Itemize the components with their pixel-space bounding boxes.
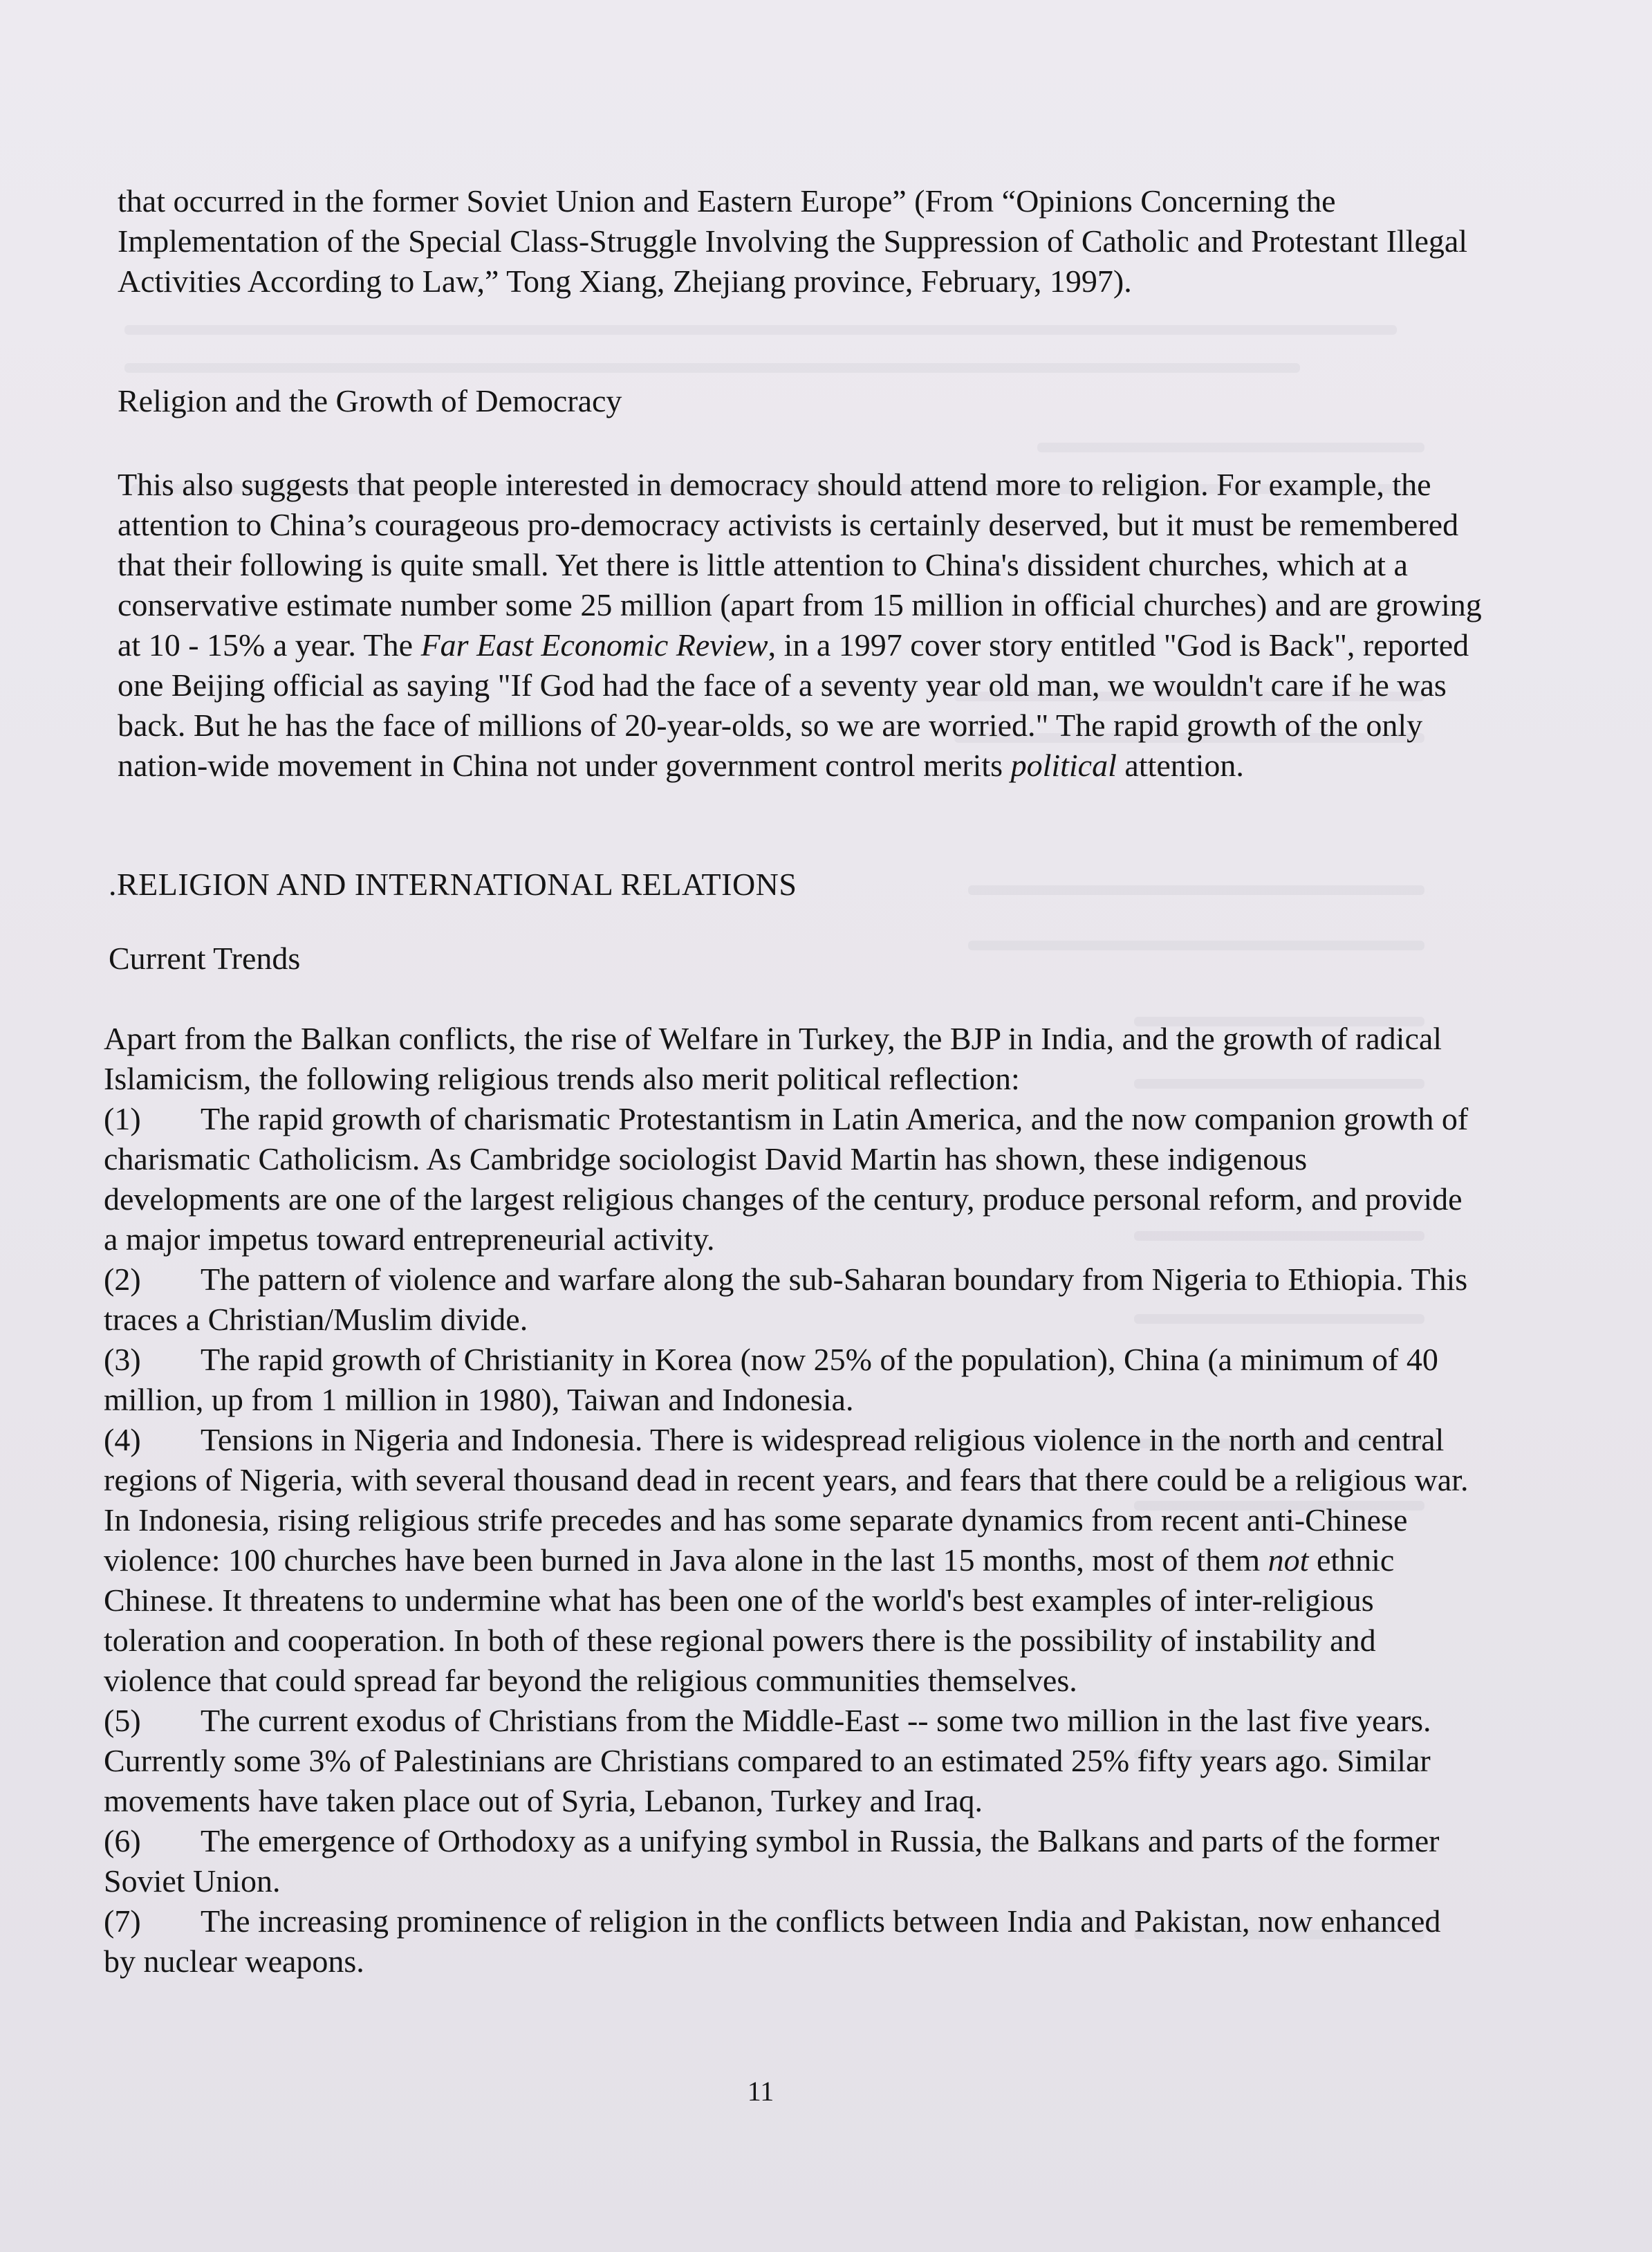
trend-item-3 [104,1340,1473,1420]
trend-text: The increasing prominence of religion in the conflicts between India and Pakistan, now enhanced by nuclear weapons. [104,1903,1441,1979]
trend-item-4 [104,1420,1473,1701]
trend-text: The pattern of violence and warfare along the sub-Saharan boundary from Nigeria to Ethiopia. This traces a Christian/Muslim divide. [104,1262,1468,1337]
subheading-current-trends [109,939,731,979]
trend-item-2 [104,1259,1473,1340]
page-number: 11 [747,2076,774,2107]
trend-item-1 [104,1099,1473,1259]
opening-paragraph-text: that occurred in the former Soviet Union and Eastern Europe” (From “Opinions Concerning the Implementation of the Special Class-Struggle Involving the Suppression of Catholic and Protestant Illegal Activities According to Law,” Tong Xiang, Zhejiang province, February, 1997). [118,183,1468,299]
democracy-text-part1: This also suggests that people interested in democracy should attend more to religion. For example, the attention to China’s courageous pro-democracy activists is certainly deserved, but it must be remembered that their following is quite small. Yet there is little attention to China's dissident churches, which at a conservative estimate number some 25 million (apart from 15 million in official churches) and are growing at 10 - 15% a year. The [118,467,1482,663]
trend-number: (4) [104,1422,141,1457]
trend-number: (7) [104,1903,141,1939]
trend-item-6 [104,1821,1473,1901]
trend-number: (1) [104,1101,141,1136]
section-heading-democracy [118,381,1086,421]
democracy-text-part3: attention. [1116,748,1244,783]
trends-intro: Apart from the Balkan conflicts, the rise of Welfare in Turkey, the BJP in India, and the growth of radical Islamicism, the following religious trends also merit political reflection: [104,1021,1442,1096]
trend-item-5 [104,1701,1473,1821]
trend-number: (6) [104,1823,141,1858]
trend-item-7 [104,1901,1473,1982]
subheading-current-trends-text: Current Trends [109,941,301,976]
section-heading-international-text: .RELIGION AND INTERNATIONAL RELATIONS [109,867,797,902]
trend-number: (2) [104,1262,141,1297]
democracy-paragraph-text [118,465,1483,786]
section-heading-democracy-text: Religion and the Growth of Democracy [118,383,622,418]
trend-number: (3) [104,1342,141,1377]
political-italic: political [1010,748,1117,783]
trend-text: The current exodus of Christians from the Middle-East -- some two million in the last five years. Currently some 3% of Palestinians are Christians compared to an estimated 25% fifty years ago. Similar movements have taken place out of Syria, Lebanon, Turkey and Iraq. [104,1703,1431,1818]
trend-text: The rapid growth of charismatic Protestantism in Latin America, and the now companion growth of charismatic Catholicism. As Cambridge sociologist David Martin has shown, these indigenous developments are one of the largest religious changes of the century, produce personal reform, and provide a major impetus toward entrepreneurial activity. [104,1101,1469,1257]
democracy-text-part2: , in a 1997 cover story entitled "God is Back", reported one Beijing official as saying "If God had the face of a seventy year old man, we wouldn't care if he was back. But he has the face of millions of 20-year-olds, so we are worried." The rapid growth of the only nation-wide movement in China not under government control merits [118,627,1469,783]
trend-text-before: Tensions in Nigeria and Indonesia. There is widespread religious violence in the north and central regions of Nigeria, with several thousand dead in recent years, and fears that there could be a religious war. In Indonesia, rising religious strife precedes and has some separate dynamics from recent anti-Chinese violence: 100 churches have been burned in Java alone in the last 15 months, most of them [104,1422,1469,1578]
section-heading-international [109,865,1215,905]
opening-paragraph [118,181,1473,302]
trend-text: The rapid growth of Christianity in Korea (now 25% of the population), China (a minimum of 40 million, up from 1 million in 1980), Taiwan and Indonesia. [104,1342,1438,1417]
trend-text-after: ethnic Chinese. It threatens to undermine what has been one of the world's best examples of inter-religious toleration and cooperation. In both of these regional powers there is the possibility of instability and violence that could spread far beyond the religious communities themselves. [104,1542,1395,1698]
trends-section [104,1019,1473,1982]
trend-number: (5) [104,1703,141,1738]
democracy-paragraph [118,465,1483,786]
review-title-italic: Far East Economic Review [420,627,768,663]
trend-text: The emergence of Orthodoxy as a unifying symbol in Russia, the Balkans and parts of the former Soviet Union. [104,1823,1440,1899]
not-italic: not [1268,1542,1309,1578]
